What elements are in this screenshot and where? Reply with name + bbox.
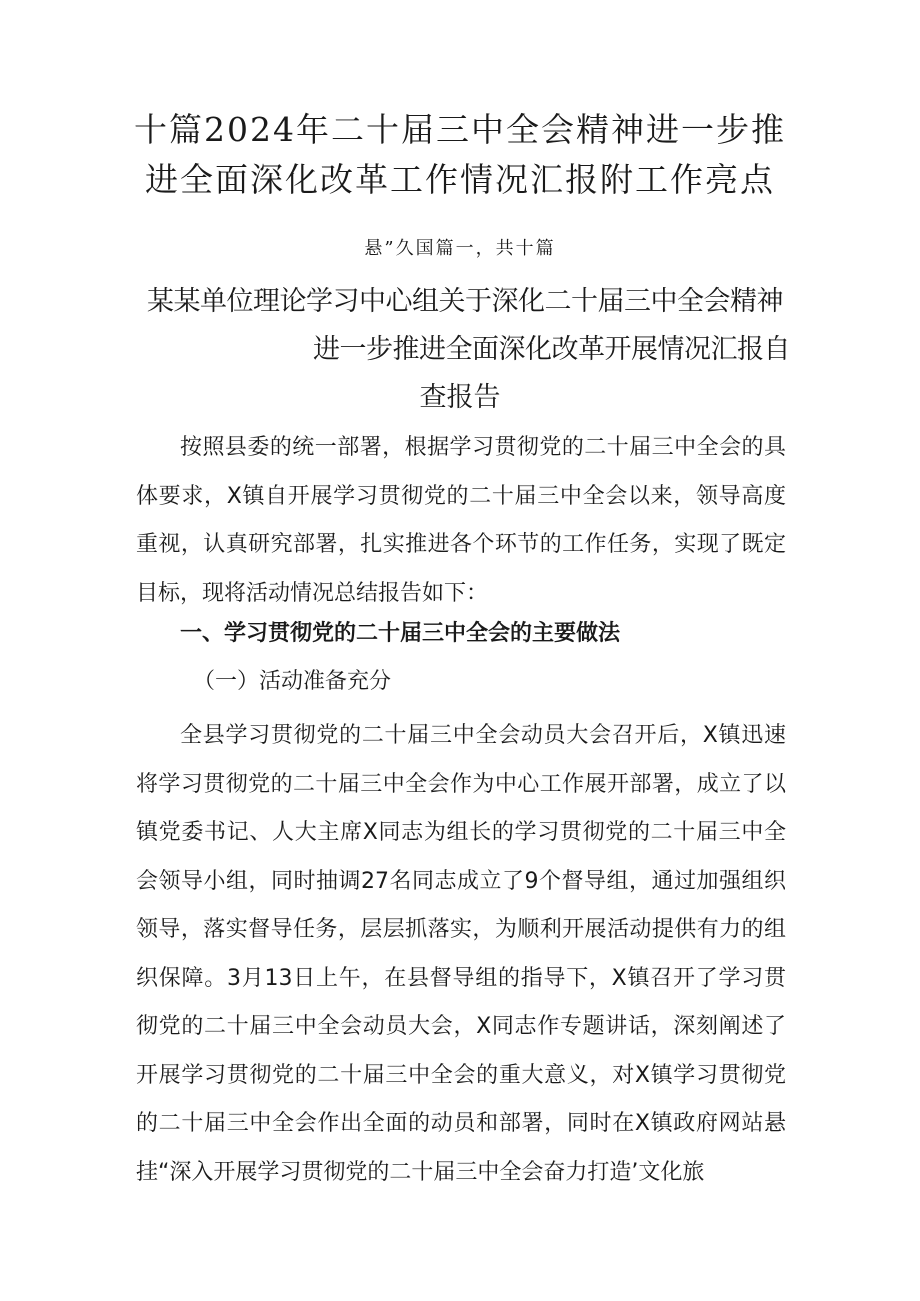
report-title-line-3: 查报告: [419, 382, 501, 413]
body-paragraph-2: 全县学习贯彻党的二十届三中全会动员大会召开后，X镇迅速将学习贯彻党的二十届三中全会作为中心工作展开部署，成立了以镇党委书记、人大主席X同志为组长的学习贯彻党的二十届三中全会领导小组，同时抽调27名同志成立了9个督导组，通过加强组织领导，落实督导任务，层层抓落实，为顺利开展活动提供有力的组织保障。3月13日上午，在县督导组的指导下，X镇召开了学习贯彻党的二十届三中全会动员大会，X同志作专题讲话，深刻阐述了开展学习贯彻党的二十届三中全会的重大意义，对X镇学习贯彻党的二十届三中全会作出全面的动员和部署，同时在X镇政府网站悬挂“深入开展学习贯彻党的二十届三中全会奋力打造’文化旅: [136, 723, 786, 1185]
document-subtitle: 悬”久国篇一，共十篇: [364, 238, 556, 259]
document-title-line-1: 十篇2024年二十届三中全会精神进一步推: [134, 110, 786, 149]
document-title-line-2: 进全面深化改革工作情况汇报附工作亮点: [145, 160, 775, 199]
section-heading-1: 一、学习贯彻党的二十届三中全会的主要做法: [180, 621, 621, 646]
report-title-line-1: 某某单位理论学习中心组关于深化二十届三中全会精神: [147, 286, 783, 317]
report-title-line-2: 进一步推进全面深化改革开展情况汇报自: [313, 334, 790, 365]
intro-paragraph: 按照县委的统一部署，根据学习贯彻党的二十届三中全会的具体要求，X镇自开展学习贯彻党的二十届三中全会以来，领导高度重视，认真研究部署，扎实推进各个环节的工作任务，实现了既定目标，现将活动情况总结报告如下：: [136, 435, 786, 606]
subsection-heading-1: （一）活动准备充分: [193, 669, 392, 694]
